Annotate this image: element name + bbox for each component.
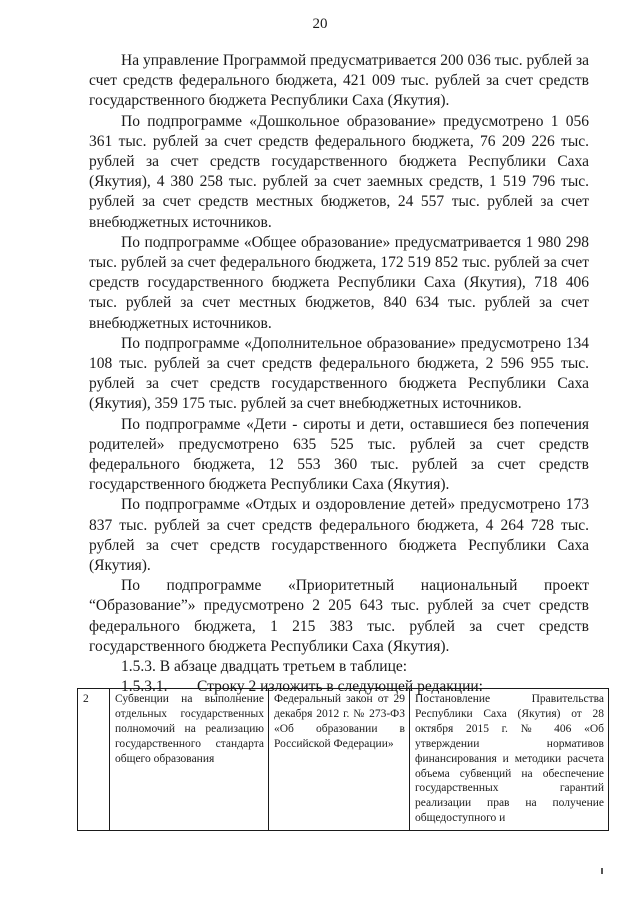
regulation-table xyxy=(77,688,609,831)
cell-federal-law: Федеральный закон от 29 декабря 2012 г. № 273-ФЗ «Об образовании в Российской Федерации» xyxy=(269,689,410,831)
page-number: 20 xyxy=(312,16,328,32)
paragraph-national-project: По подпрограмме «Приоритетный национальный проект “Образование”» предусмотрено 2 205 643 тыс. рублей за счет средств федерального бюджета, 1 215 383 тыс. рублей за счет средств государственного бюджета Республики Саха (Якутия). xyxy=(89,577,589,655)
cell-row-number: 2 xyxy=(78,689,110,831)
document-body xyxy=(89,51,589,698)
cell-subvention: Субвенции на выполнение отдельных государственных полномочий на реализацию государственного стандарта общего образования xyxy=(110,689,269,831)
paragraph-general-education: По подпрограмме «Общее образование» предусматривается 1 980 298 тыс. рублей за счет федерального бюджета, 172 519 852 тыс. рублей за счет средств государственного бюджета Республики Саха (Якутия), 718 406 тыс. рублей за счет местных бюджетов, 840 634 тыс. рублей за счет внебюджетных источников. xyxy=(89,233,589,332)
paragraph-management: На управление Программой предусматривается 200 036 тыс. рублей за счет средств федерального бюджета, 421 009 тыс. рублей за счет средств государственного бюджета Республики Саха (Якутия). xyxy=(89,52,589,110)
table-row xyxy=(78,689,609,831)
cell-resolution: Постановление Правительства Республики Саха (Якутия) от 28 октября 2015 г. № 406 «Об утверждении нормативов финансирования и методики расчета объема субвенций на обеспечение государственных гарантий реализации прав на получение общедоступного и xyxy=(410,689,609,831)
paragraph-children-recreation: По подпрограмме «Отдых и оздоровление детей» предусмотрено 173 837 тыс. рублей за счет средств федерального бюджета, 4 264 728 тыс. рублей за счет средств государственного бюджета Республики Саха (Якутия). xyxy=(89,496,589,575)
item-1-5-3: 1.5.3. В абзаце двадцать третьем в таблице: xyxy=(121,658,408,676)
paragraph-preschool: По подпрограмме «Дошкольное образование» предусмотрено 1 056 361 тыс. рублей за счет средств федерального бюджета, 76 209 226 тыс. рублей за счет средств государственного бюджета Республики Саха (Якутия), 4 380 258 тыс. рублей за счет заемных средств, 1 519 796 тыс. рублей за счет средств местных бюджетов, 24 557 тыс. рублей за счет внебюджетных источников. xyxy=(89,112,589,231)
paragraph-additional-education: По подпрограмме «Дополнительное образование» предусмотрено 134 108 тыс. рублей за счет средств федерального бюджета, 2 596 955 тыс. рублей за счет средств государственного бюджета Республики Саха (Якутия), 359 175 тыс. рублей за счет внебюджетных источников. xyxy=(89,334,589,413)
scan-mark xyxy=(601,868,603,874)
item-1-5-3-1-text: Строку 2 изложить в следующей редакции: xyxy=(197,678,483,696)
paragraph-orphans: По подпрограмме «Дети - сироты и дети, оставшиеся без попечения родителей» предусмотрено 635 525 тыс. рублей за счет средств федерального бюджета, 12 553 360 тыс. рублей за счет средств государственного бюджета Республики Саха (Якутия). xyxy=(89,415,589,494)
item-1-5-3-1-number: 1.5.3.1. xyxy=(121,678,168,696)
